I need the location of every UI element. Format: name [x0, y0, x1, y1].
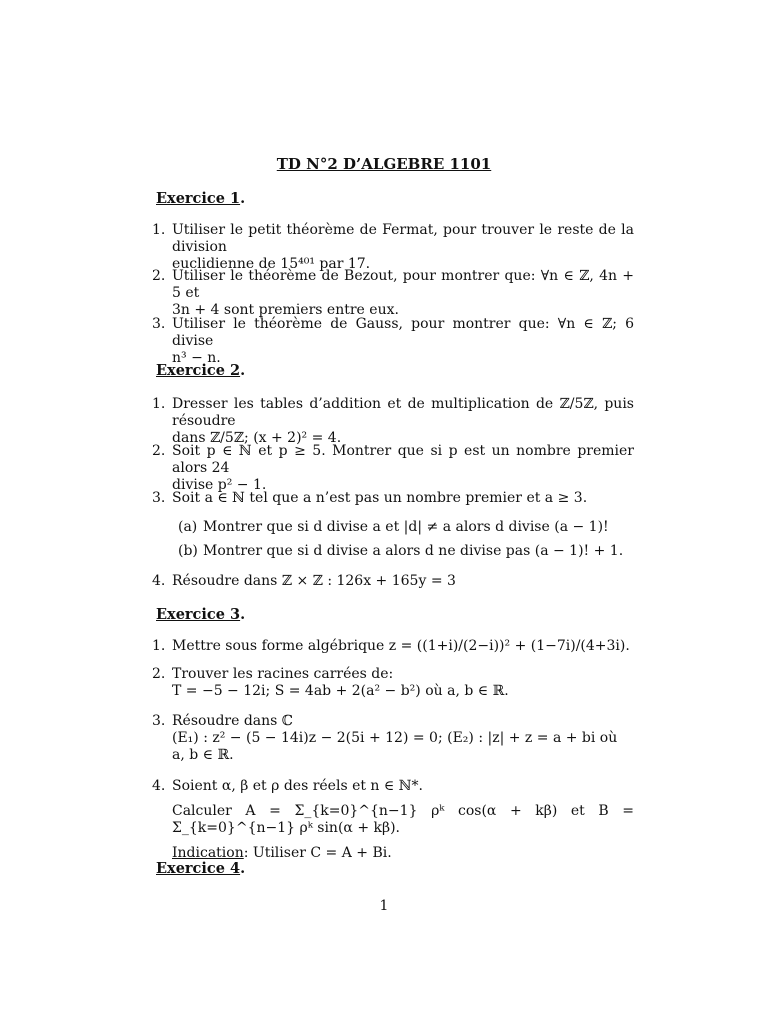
- item-number: 2.: [152, 268, 166, 284]
- item-text: Résoudre dans ℤ × ℤ : 126x + 165y = 3: [172, 573, 456, 589]
- item-text: T = −5 − 12i; S = 4ab + 2(a² − b²) où a, b ∈ ℝ.: [172, 683, 509, 699]
- item-text: dans ℤ/5ℤ; (x + 2̇)² = 4̇.: [172, 430, 342, 446]
- item-number: 2.: [152, 666, 166, 682]
- item-number: 4.: [152, 573, 166, 589]
- section-heading-text: Exercice 4: [156, 860, 241, 877]
- item-text: Utiliser le théorème de Gauss, pour montrer que: ∀n ∈ ℤ; 6 divise: [172, 316, 634, 349]
- section-heading-ex3: Exercice 3.: [156, 606, 246, 623]
- item-text: a, b ∈ ℝ.: [172, 747, 234, 763]
- section-heading-ex2: Exercice 2.: [156, 362, 246, 379]
- item-text: Soient α, β et ρ des réels et n ∈ ℕ*.: [172, 778, 423, 794]
- section-heading-text: Exercice 1: [156, 190, 241, 207]
- item-number: 3.: [152, 713, 166, 729]
- item-text: Soit a ∈ ℕ tel que a n’est pas un nombre premier et a ≥ 3.: [172, 490, 588, 506]
- indication-text: : Utiliser C = A + Bi.: [243, 845, 392, 861]
- list-item: [152, 396, 634, 447]
- indication-label: Indication: [172, 845, 244, 861]
- item-text: Mettre sous forme algébrique z = ((1+i)/(2−i))² + (1−7i)/(4+3i).: [172, 638, 630, 654]
- list-item: [152, 443, 634, 494]
- section-heading-text: Exercice 2: [156, 362, 241, 379]
- item-text: Calculer A = Σ_{k=0}^{n−1} ρᵏ cos(α + kβ) et B = Σ_{k=0}^{n−1} ρᵏ sin(α + kβ).: [172, 803, 634, 836]
- list-item: [152, 222, 634, 273]
- item-number: 1.: [152, 638, 166, 654]
- item-text: Soit p ∈ ℕ et p ≥ 5. Montrer que si p est un nombre premier alors 24: [172, 443, 634, 476]
- item-number: 1.: [152, 396, 166, 412]
- page-number: 1: [379, 898, 389, 914]
- sub-item-text: Montrer que si d divise a alors d ne divise pas (a − 1)! + 1.: [203, 543, 624, 559]
- sub-item-text: Montrer que si d divise a et |d| ≠ a alors d divise (a − 1)!: [203, 519, 609, 535]
- item-text: Utiliser le théorème de Bezout, pour montrer que: ∀n ∈ ℤ, 4n + 5 et: [172, 268, 634, 301]
- item-text: n³ − n.: [172, 350, 221, 366]
- item-text: euclidienne de 15⁴⁰¹ par 17.: [172, 256, 371, 272]
- list-item: [152, 268, 634, 319]
- list-item: [152, 778, 634, 862]
- sub-item-label: (a): [178, 519, 198, 535]
- list-item: [152, 490, 634, 507]
- item-text: Dresser les tables d’addition et de multiplication de ℤ/5ℤ, puis résoudre: [172, 396, 634, 429]
- list-item: [152, 638, 634, 655]
- list-item: [152, 573, 634, 590]
- item-text: 3n + 4 sont premiers entre eux.: [172, 302, 399, 318]
- page-title: TD N°2 D’ALGEBRE 1101: [276, 155, 492, 173]
- section-heading-ex1: Exercice 1.: [156, 190, 246, 207]
- item-number: 2.: [152, 443, 166, 459]
- item-number: 3.: [152, 490, 166, 506]
- item-text: (E₁) : z² − (5 − 14i)z − 2(5i + 12) = 0; (E₂) : |z| + z = a + bi où: [172, 730, 618, 746]
- item-text: Résoudre dans ℂ: [172, 713, 293, 729]
- section-heading-ex4: Exercice 4.: [156, 860, 246, 877]
- item-number: 1.: [152, 222, 166, 238]
- item-number: 4.: [152, 778, 166, 794]
- list-item: [152, 666, 634, 700]
- list-item: [152, 713, 634, 764]
- sub-item-label: (b): [178, 543, 198, 559]
- item-number: 3.: [152, 316, 166, 332]
- sub-item: [178, 543, 633, 560]
- list-item: [152, 316, 634, 367]
- section-heading-text: Exercice 3: [156, 606, 241, 623]
- item-text: Utiliser le petit théorème de Fermat, pour trouver le reste de la division: [172, 222, 634, 255]
- sub-item: [178, 519, 633, 536]
- item-text: divise p² − 1.: [172, 477, 267, 493]
- item-text: Trouver les racines carrées de:: [172, 666, 394, 682]
